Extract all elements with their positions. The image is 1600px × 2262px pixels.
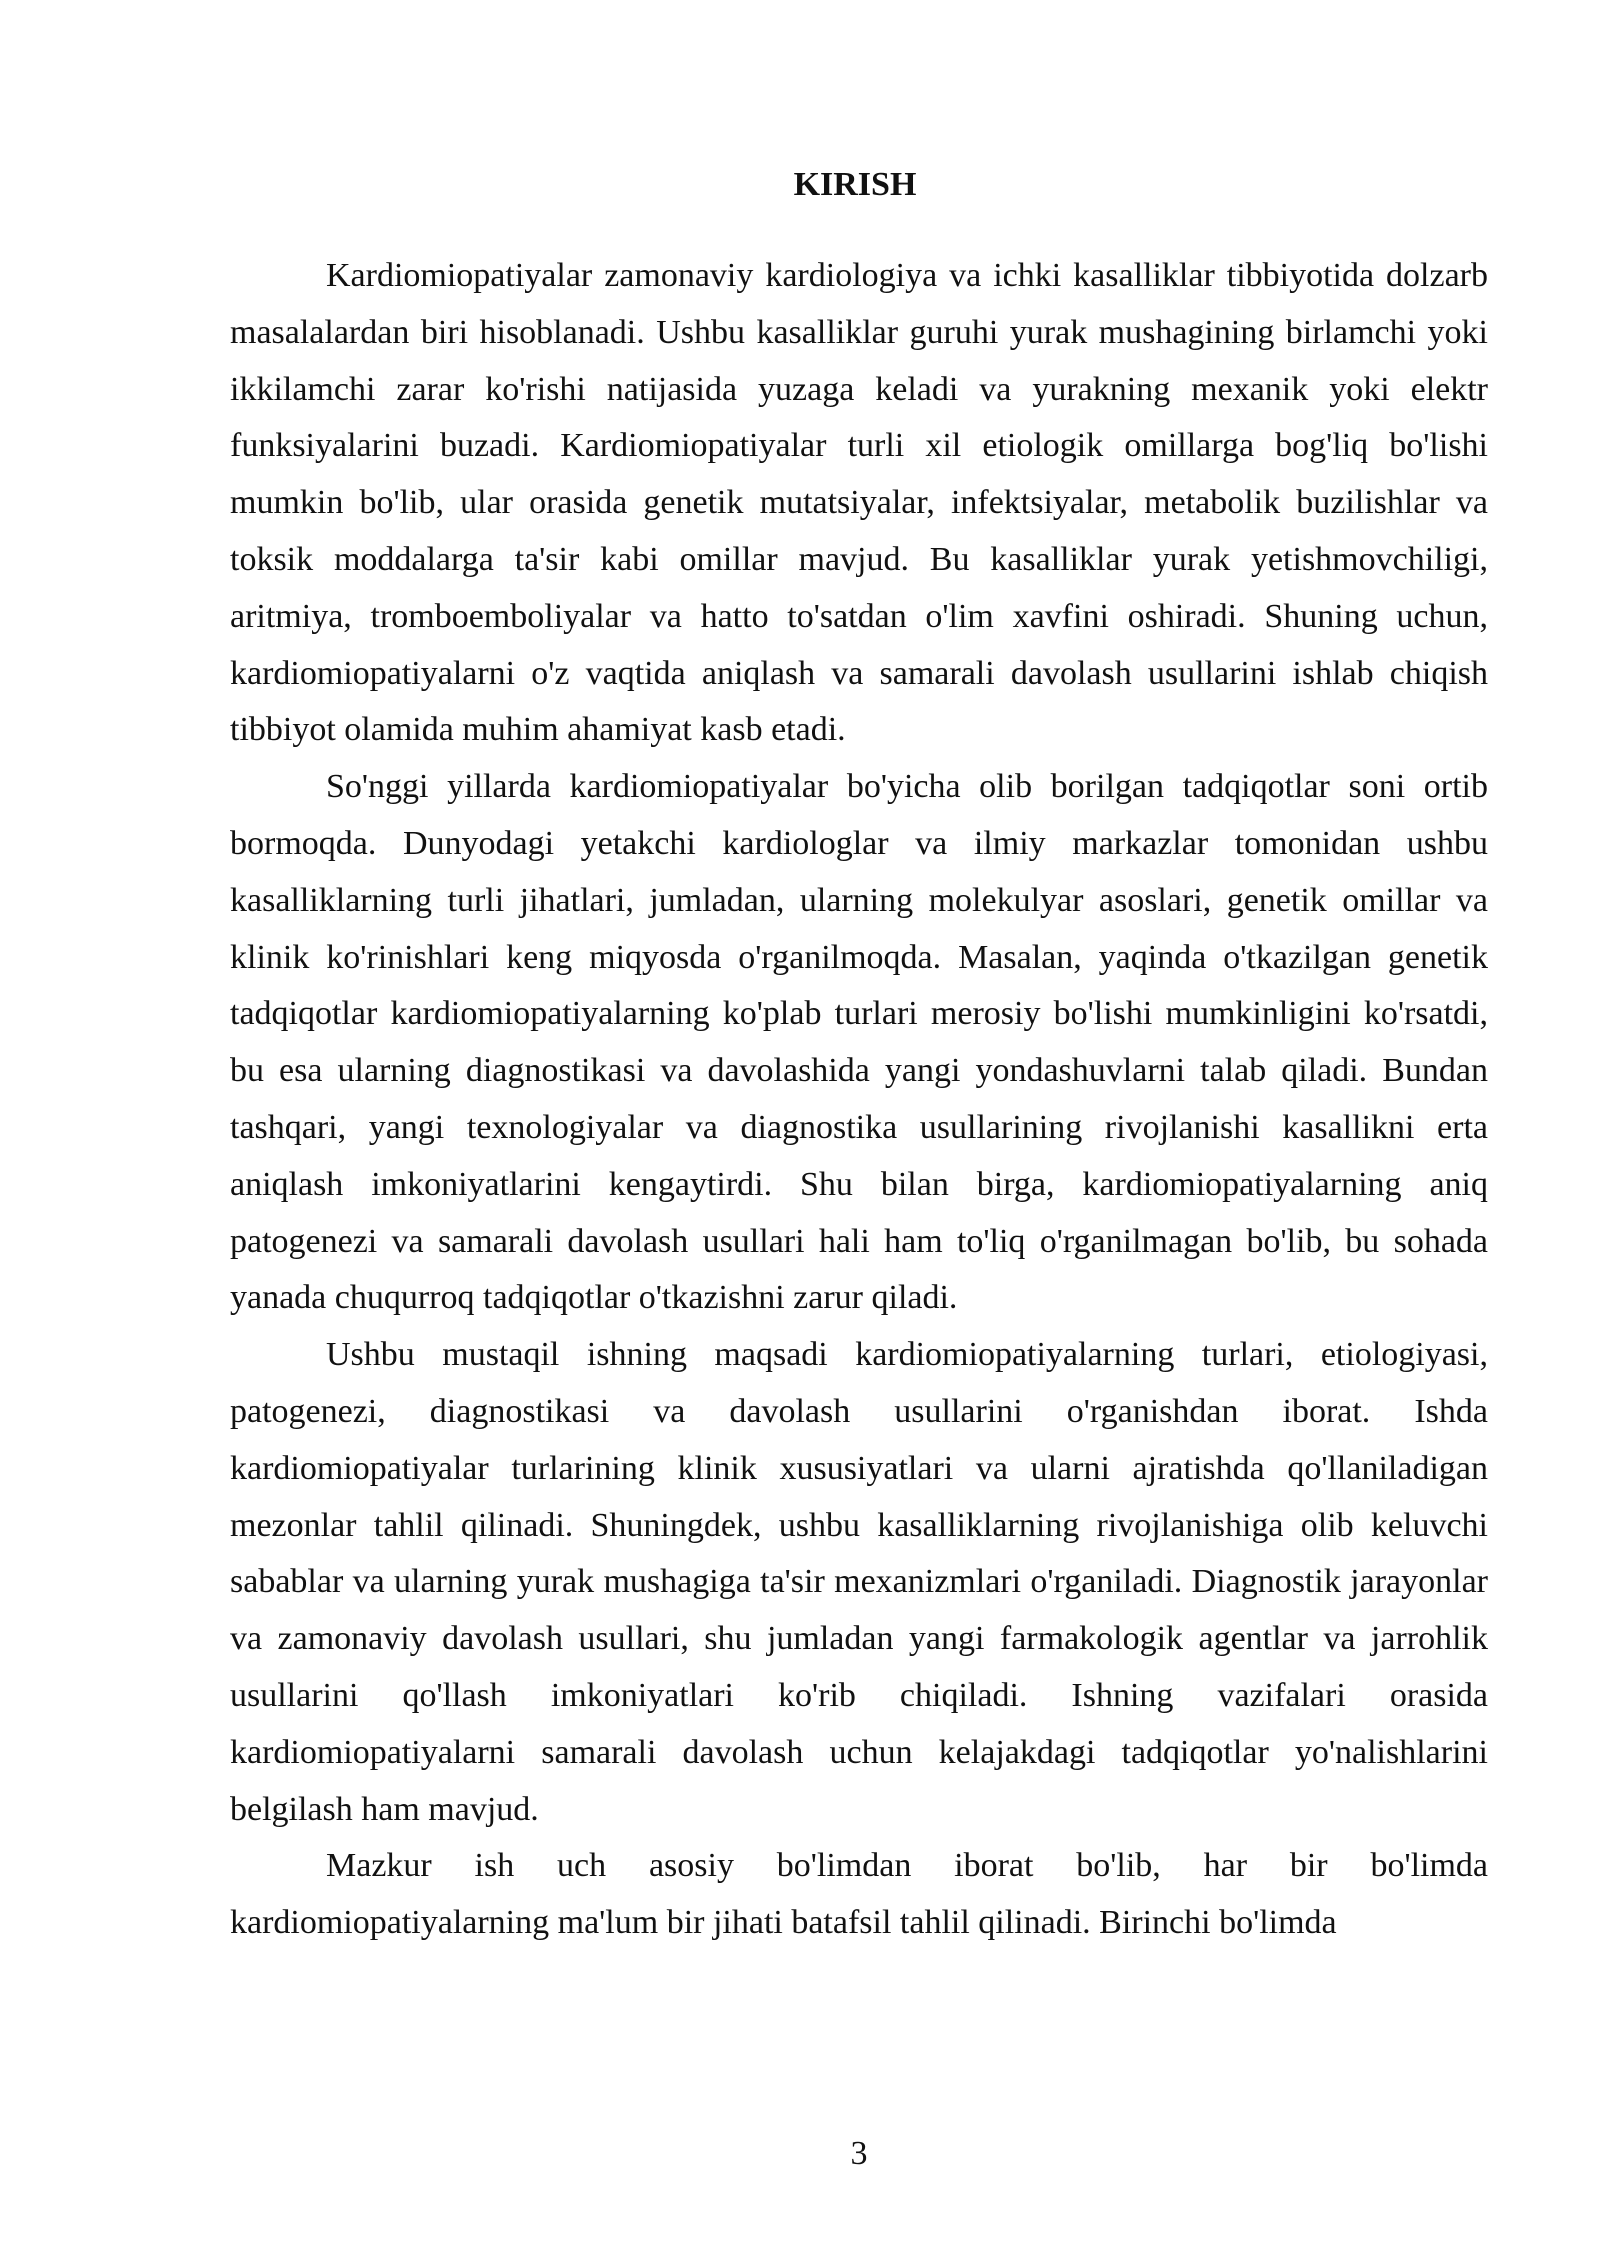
paragraph-3: Ushbu mustaqil ishning maqsadi kardiomiopatiyalarning turlari, etiologiyasi, patogenezi, diagnostikasi va davolash usullarini o'rganishdan iborat. Ishda kardiomiopatiyalar turlarining klinik xususiyatlari va ularni ajratishda qo'llaniladigan mezonlar tahlil qilinadi. Shuningdek, ushbu kasalliklarning rivojlanishiga olib keluvchi sabablar va ularning yurak mushagiga ta'sir mexanizmlari o'rganiladi. Diagnostik jarayonlar va zamonaviy davolash usullari, shu jumladan yangi farmakologik agentlar va jarrohlik usullarini qo'llash imkoniyatlari ko'rib chiqiladi. Ishning vazifalari orasida kardiomiopatiyalarni samarali davolash uchun kelajakdagi tadqiqotlar yo'nalishlarini belgilash ham mavjud. bbox=[230, 1336, 1488, 1828]
section-heading: KIRISH bbox=[793, 166, 917, 203]
paragraph-2: So'nggi yillarda kardiomiopatiyalar bo'yicha olib borilgan tadqiqotlar soni ortib bormoqda. Dunyodagi yetakchi kardiologlar va ilmiy markazlar tomonidan ushbu kasalliklarning turli jihatlari, jumladan, ularning molekulyar asoslari, genetik omillar va klinik ko'rinishlari keng miqyosda o'rganilmoqda. Masalan, yaqinda o'tkazilgan genetik tadqiqotlar kardiomiopatiyalarning ko'plab turlari merosiy bo'lishi mumkinligini ko'rsatdi, bu esa ularning diagnostikasi va davolashida yangi yondashuvlarni talab qiladi. Bundan tashqari, yangi texnologiyalar va diagnostika usullarining rivojlanishi kasallikni erta aniqlash imkoniyatlarini kengaytirdi. Shu bilan birga, kardiomiopatiyalarning aniq patogenezi va samarali davolash usullari hali ham to'liq o'rganilmagan bo'lib, bu sohada yanada chuqurroq tadqiqotlar o'tkazishni zarur qiladi. bbox=[230, 768, 1488, 1317]
page-number: 3 bbox=[850, 2135, 868, 2172]
body-text bbox=[230, 248, 1488, 1952]
paragraph-4: Mazkur ish uch asosiy bo'limdan iborat bo'lib, har bir bo'limda kardiomiopatiyalarning ma'lum bir jihati batafsil tahlil qilinadi. Birinchi bo'limda bbox=[230, 1847, 1488, 1942]
paragraph-1: Kardiomiopatiyalar zamonaviy kardiologiya va ichki kasalliklar tibbiyotida dolzarb masalalardan biri hisoblanadi. Ushbu kasalliklar guruhi yurak mushagining birlamchi yoki ikkilamchi zarar ko'rishi natijasida yuzaga keladi va yurakning mexanik yoki elektr funksiyalarini buzadi. Kardiomiopatiyalar turli xil etiologik omillarga bog'liq bo'lishi mumkin bo'lib, ular orasida genetik mutatsiyalar, infektsiyalar, metabolik buzilishlar va toksik moddalarga ta'sir kabi omillar mavjud. Bu kasalliklar yurak yetishmovchiligi, aritmiya, tromboemboliyalar va hatto to'satdan o'lim xavfini oshiradi. Shuning uchun, kardiomiopatiyalarni o'z vaqtida aniqlash va samarali davolash usullarini ishlab chiqish tibbiyot olamida muhim ahamiyat kasb etadi. bbox=[230, 257, 1488, 749]
